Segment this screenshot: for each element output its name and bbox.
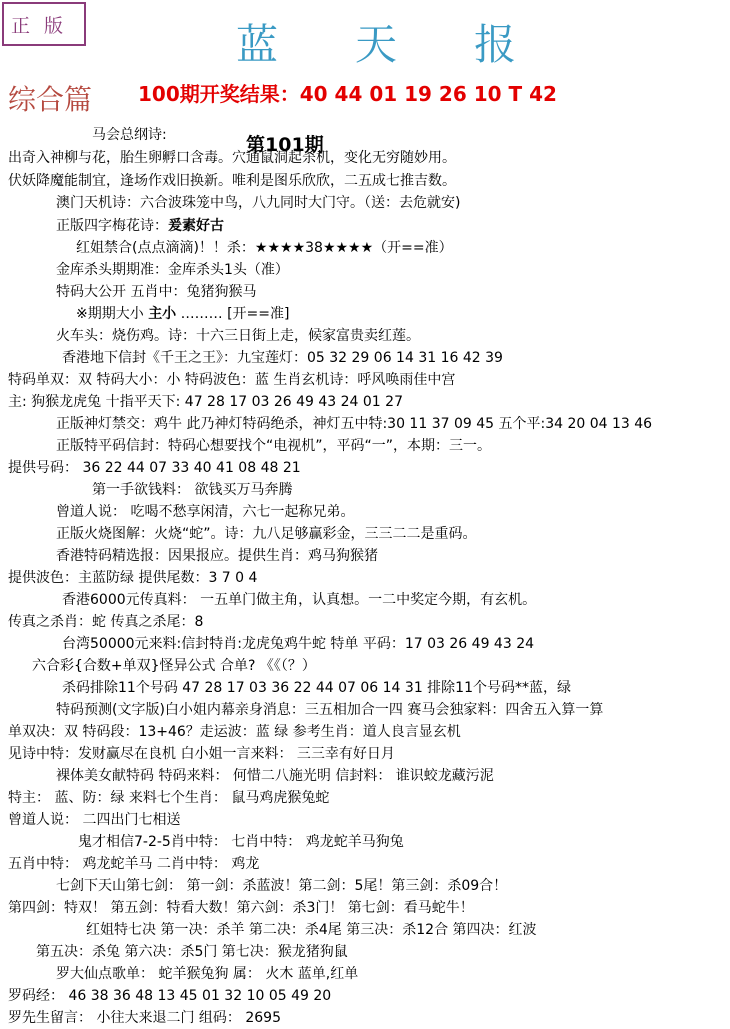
text-segment: 曾道人说： 吃喝不愁享闲清，六七一起称兄弟。 [56,504,355,520]
text-line [8,611,726,633]
issue-number: 第101期 [246,134,324,156]
text-segment: 香港6000元传真料： 一五单门做主角，认真想。一二中奖定今期，有玄机。 [62,592,537,608]
text-segment: 马会总纲诗: [92,127,167,143]
text-line [8,721,726,743]
text-line [56,523,726,545]
text-segment: 五肖中特： 鸡龙蛇羊马 二肖中特： 鸡龙 [8,856,260,872]
text-segment: 台湾50000元来料:信封特肖:龙虎兔鸡牛蛇 特单 平码：17 03 26 49 43 24 [62,636,535,652]
text-segment: 出奇入神柳与花，胎生卵孵口含毒。穴通鼠洞起杀机，变化无穷随妙用。 [8,150,456,166]
text-line [56,215,726,237]
text-line [8,985,726,1007]
text-line [8,457,726,479]
text-segment: 罗码经： 46 38 36 48 13 45 01 32 10 05 49 20 [8,988,332,1004]
text-line [92,479,726,501]
text-segment: 主小 [148,306,177,322]
text-segment: 澳门天机诗：六合波珠笼中鸟，八九同时大门守。（送：去危就安) [56,195,461,211]
text-segment: 第四剑：特双！ 第五剑：特看大数！第六剑：杀3门！ 第七剑：看马蛇牛！ [8,900,474,916]
text-segment: 七剑下天山第七剑： 第一剑：杀蓝波！第二剑：5尾！第三剑：杀09合！ [56,878,508,894]
text-line [76,303,726,325]
text-segment: 传真之杀肖：蛇 传真之杀尾：8 [8,614,204,630]
authentic-stamp: 正版 [2,2,86,46]
text-segment: 爰素好古 [168,218,224,234]
text-segment: 金库杀头期期准：金库杀头1头（准） [56,262,289,278]
masthead-title [236,16,516,68]
text-line [56,699,726,721]
text-segment: 裸体美女献特码 特码来料： 何惜二八施光明 信封料： 谁识蛟龙藏污泥 [56,768,494,784]
text-segment: 香港特码精选报：因果报应。提供生肖：鸡马狗猴猪 [56,548,378,564]
text-segment: （开==准） [373,240,453,256]
text-segment: 特码预测(文字版)白小姐内幕亲身消息：三五相加合一四 赛马会独家料：四舍五入算一算 [56,702,604,718]
text-line [62,589,726,611]
text-line [32,655,726,677]
text-line [8,897,726,919]
text-segment: 特码大公开 五肖中：兔猪狗猴马 [56,284,257,300]
text-line [8,369,726,391]
masthead-char-1: 蓝 [236,20,279,69]
text-segment: 特码单双：双 特码大小：小 特码波色：蓝 生肖玄机诗：呼风唤雨佳中宫 [8,372,456,388]
text-segment: 提供号码： 36 22 44 07 33 40 41 08 48 21 [8,460,301,476]
masthead-char-2: 天 [354,20,397,69]
text-segment: 罗先生留言： 小往大来退二门 组码： 2695 [8,1010,281,1026]
text-line [56,545,726,567]
text-line [8,743,726,765]
text-line [92,124,726,146]
text-segment: 鬼才相信7-2-5肖中特： 七肖中特： 鸡龙蛇羊马狗兔 [78,834,404,850]
text-line [56,501,726,523]
text-line [56,192,726,214]
text-segment: 主: 狗猴龙虎兔 十指平天下: 47 28 17 03 26 49 43 24 01 27 [8,394,403,410]
text-segment: 单双决：双 特码段：13+46？走运波：蓝 绿 参考生肖：道人良言显玄机 [8,724,461,740]
text-line [56,435,726,457]
text-line [56,413,726,435]
text-segment: 伏妖降魔能制宜，逢场作戏旧换新。唯利是图乐欣欣，二五成七推吉数。 [8,173,456,189]
text-segment: 正版神灯禁交：鸡牛 此乃神灯特码绝杀，神灯五中特:30 11 37 09 45 五个平:34 20 04 13 46 [56,416,653,432]
text-segment: 正版四字梅花诗： [56,218,168,234]
text-segment: 第一手欲钱料： 欲钱买万马奔腾 [92,482,293,498]
section-label: 综合篇 [8,83,93,116]
text-line [8,147,726,169]
text-line [8,787,726,809]
text-line [56,875,726,897]
text-line [56,325,726,347]
text-segment: 特主： 蓝、防：绿 来料七个生肖： 鼠马鸡虎猴兔蛇 [8,790,330,806]
text-line [8,809,726,831]
text-segment: 红姐禁合(点点滴滴)！！杀：★★★★38★★★★ [76,240,374,256]
text-segment: ……… [开==准] [176,306,290,322]
text-line [62,677,726,699]
text-line [62,633,726,655]
text-segment: 提供波色：主蓝防绿 提供尾数：3 7 0 4 [8,570,258,586]
text-line [56,765,726,787]
text-segment: 香港地下信封《千王之王》：九宝莲灯：05 32 29 06 14 31 16 42 39 [62,350,503,366]
text-segment: 第五决：杀兔 第六决：杀5门 第七决：猴龙猪狗鼠 [36,944,348,960]
text-line [62,347,726,369]
text-line [56,281,726,303]
text-segment: 见诗中特：发财赢尽在良机 白小姐一言来料： 三三幸有好日月 [8,746,395,762]
previous-draw-result: 100期开奖结果：40 44 01 19 26 10 T 42 [138,82,557,106]
text-line [76,237,726,259]
text-line [8,1007,726,1029]
text-line [56,963,726,985]
text-line [8,170,726,192]
text-segment: 正版特平码信封：特码心想要找个“电视机”，平码“一”，本期：三一。 [56,438,492,454]
text-line [78,831,726,853]
text-segment: 杀码排除11个号码 47 28 17 03 36 22 44 07 06 14 31 排除11个号码**蓝，绿 [62,680,571,696]
text-segment: 红姐特七决 第一决：杀羊 第二决：杀4尾 第三决：杀12合 第四决：红波 [86,922,537,938]
text-segment: 六合彩{合数+单双}怪异公式 合单? 《《（？） [32,658,316,674]
text-line [36,941,726,963]
text-line [8,391,726,413]
text-line [56,259,726,281]
text-line [8,567,726,589]
text-line [8,853,726,875]
text-segment: 火车头：烧伤鸡。诗：十六三日街上走，候家富贵卖红莲。 [56,328,420,344]
text-segment: 曾道人说： 二四出门七相送 [8,812,181,828]
text-segment: 正版火烧图解：火烧“蛇”。诗：九八足够赢彩金，三三二二是重码。 [56,526,477,542]
text-segment: ※期期大小 [76,306,149,322]
text-segment: 罗大仙点歌单： 蛇羊猴兔狗 属： 火木 蓝单,红单 [56,966,359,982]
masthead-char-3: 报 [473,20,516,69]
text-line [86,919,726,941]
